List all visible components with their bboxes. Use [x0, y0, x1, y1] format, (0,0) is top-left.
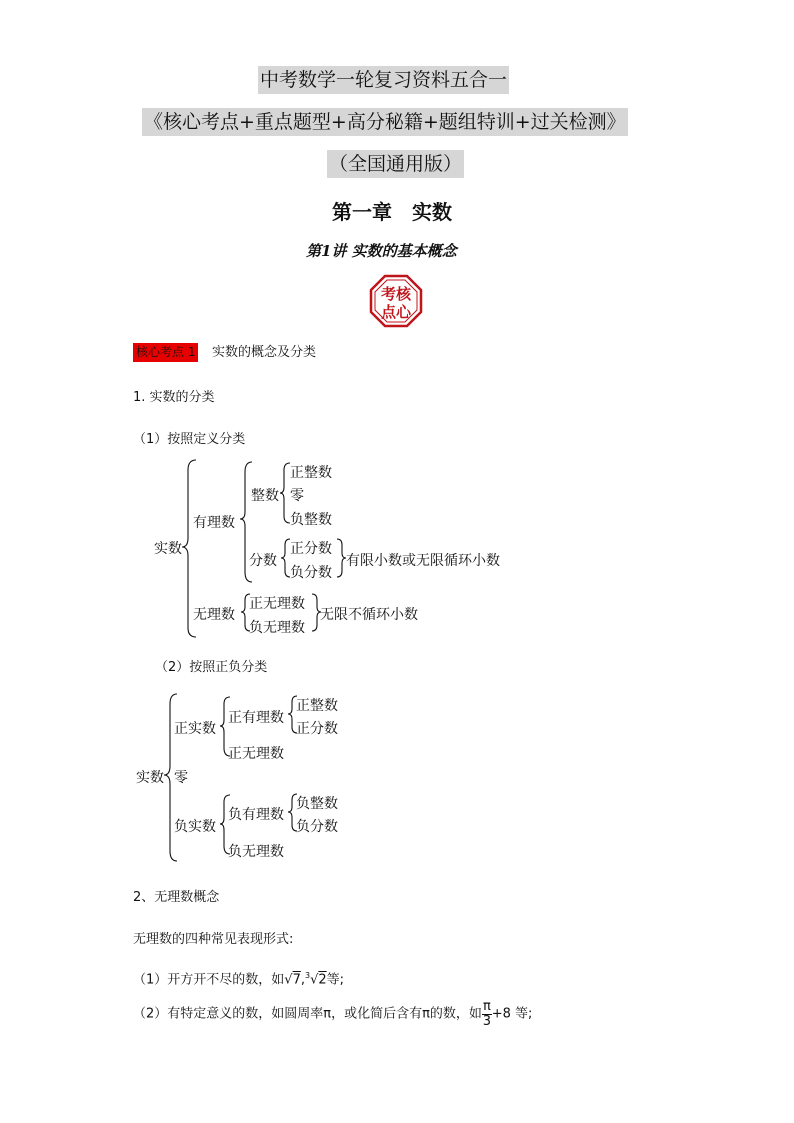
tree1-brace-rational	[240, 462, 252, 582]
tree2-neg-int: 负整数	[296, 796, 338, 812]
keypoint-tag: 核心考点 1	[133, 343, 198, 362]
tree1-pos-frac: 正分数	[290, 541, 332, 557]
item2-den: 3	[482, 1014, 491, 1029]
sqrt-icon: √	[284, 972, 293, 988]
tree1-brace-irrational	[241, 594, 250, 631]
section2-heading: 2、无理数概念	[133, 890, 220, 905]
tree2-neg-rational: 负有理数	[228, 807, 284, 823]
tree1-zero: 零	[290, 488, 304, 504]
tree1-root: 实数	[154, 541, 182, 557]
item2-suffix: +8 等;	[491, 1006, 533, 1022]
tree1-rational: 有理数	[193, 515, 235, 531]
keypoint-text: 实数的概念及分类	[212, 345, 317, 360]
seal-line2: 点心	[380, 303, 412, 321]
item1-sqrt1: 7	[292, 972, 301, 988]
tree1-frac-note: 有限小数或无限循环小数	[346, 553, 500, 569]
tree2-brace-root	[164, 694, 177, 861]
section2-item2	[133, 1000, 532, 1029]
section1-heading: 1. 实数的分类	[133, 390, 215, 405]
tree1-fraction: 分数	[249, 553, 277, 569]
tree2-brace-pos	[220, 697, 230, 756]
tree2-brace-neg-rational	[288, 794, 297, 831]
item2-fraction	[482, 1000, 492, 1029]
tree1-brace-irrational-right	[312, 594, 321, 631]
tree2-neg-irr: 负无理数	[228, 844, 284, 860]
tree2-zero: 零	[174, 770, 188, 786]
seal-line1: 考核	[380, 285, 412, 303]
item1-root-index: 3	[305, 971, 311, 980]
tree2-pos-real: 正实数	[174, 721, 216, 737]
lecture-title: 第1讲 实数的基本概念	[306, 242, 457, 260]
tree2-brace-pos-rational	[288, 696, 297, 733]
tree1-brace-fraction-right	[337, 539, 346, 577]
doc-title-line2: 《核心考点+重点题型+高分秘籍+题组特训+过关检测》	[142, 108, 628, 136]
section2-item1	[133, 966, 344, 990]
tree1-neg-frac: 负分数	[290, 565, 332, 581]
doc-title-line1: 中考数学一轮复习资料五合一	[258, 66, 509, 94]
item1-sep: ,	[300, 972, 305, 988]
item2-num: π	[482, 999, 491, 1014]
tree2-pos-frac: 正分数	[296, 721, 338, 737]
tree2-neg-real: 负实数	[174, 819, 216, 835]
tree1-irrational: 无理数	[193, 607, 235, 623]
tree1-neg-irr: 负无理数	[249, 620, 305, 636]
tree1-brace-root	[182, 460, 196, 637]
section2-intro: 无理数的四种常见表现形式:	[133, 932, 294, 947]
item2-prefix: （2）有特定意义的数，如圆周率π，或化简后含有π的数，如	[133, 1006, 482, 1022]
tree1-brace-fraction	[281, 539, 290, 577]
tree1-pos-int: 正整数	[290, 465, 332, 481]
doc-title-line3: （全国通用版）	[327, 150, 464, 178]
tree1-pos-irr: 正无理数	[249, 596, 305, 612]
tree2-neg-frac: 负分数	[296, 819, 338, 835]
item1-suffix: 等;	[326, 972, 345, 988]
tree1-integer: 整数	[251, 488, 279, 504]
tree2-pos-irr: 正无理数	[228, 746, 284, 762]
tree1-brace-integer	[280, 463, 290, 523]
section1-sub1: （1）按照定义分类	[133, 432, 246, 447]
tree2-root: 实数	[136, 770, 164, 786]
cbrt-icon: √	[310, 972, 319, 988]
tree2-pos-rational: 正有理数	[228, 710, 284, 726]
tree1-irr-note: 无限不循环小数	[320, 607, 418, 623]
item1-prefix: （1）开方开不尽的数，如	[133, 972, 285, 988]
section1-sub2: （2）按照正负分类	[155, 660, 268, 675]
tree2-brace-neg	[220, 795, 230, 854]
item1-sqrt2: 2	[318, 972, 327, 988]
tree2-pos-int: 正整数	[296, 698, 338, 714]
tree1-neg-int: 负整数	[290, 512, 332, 528]
chapter-title: 第一章 实数	[332, 200, 452, 224]
